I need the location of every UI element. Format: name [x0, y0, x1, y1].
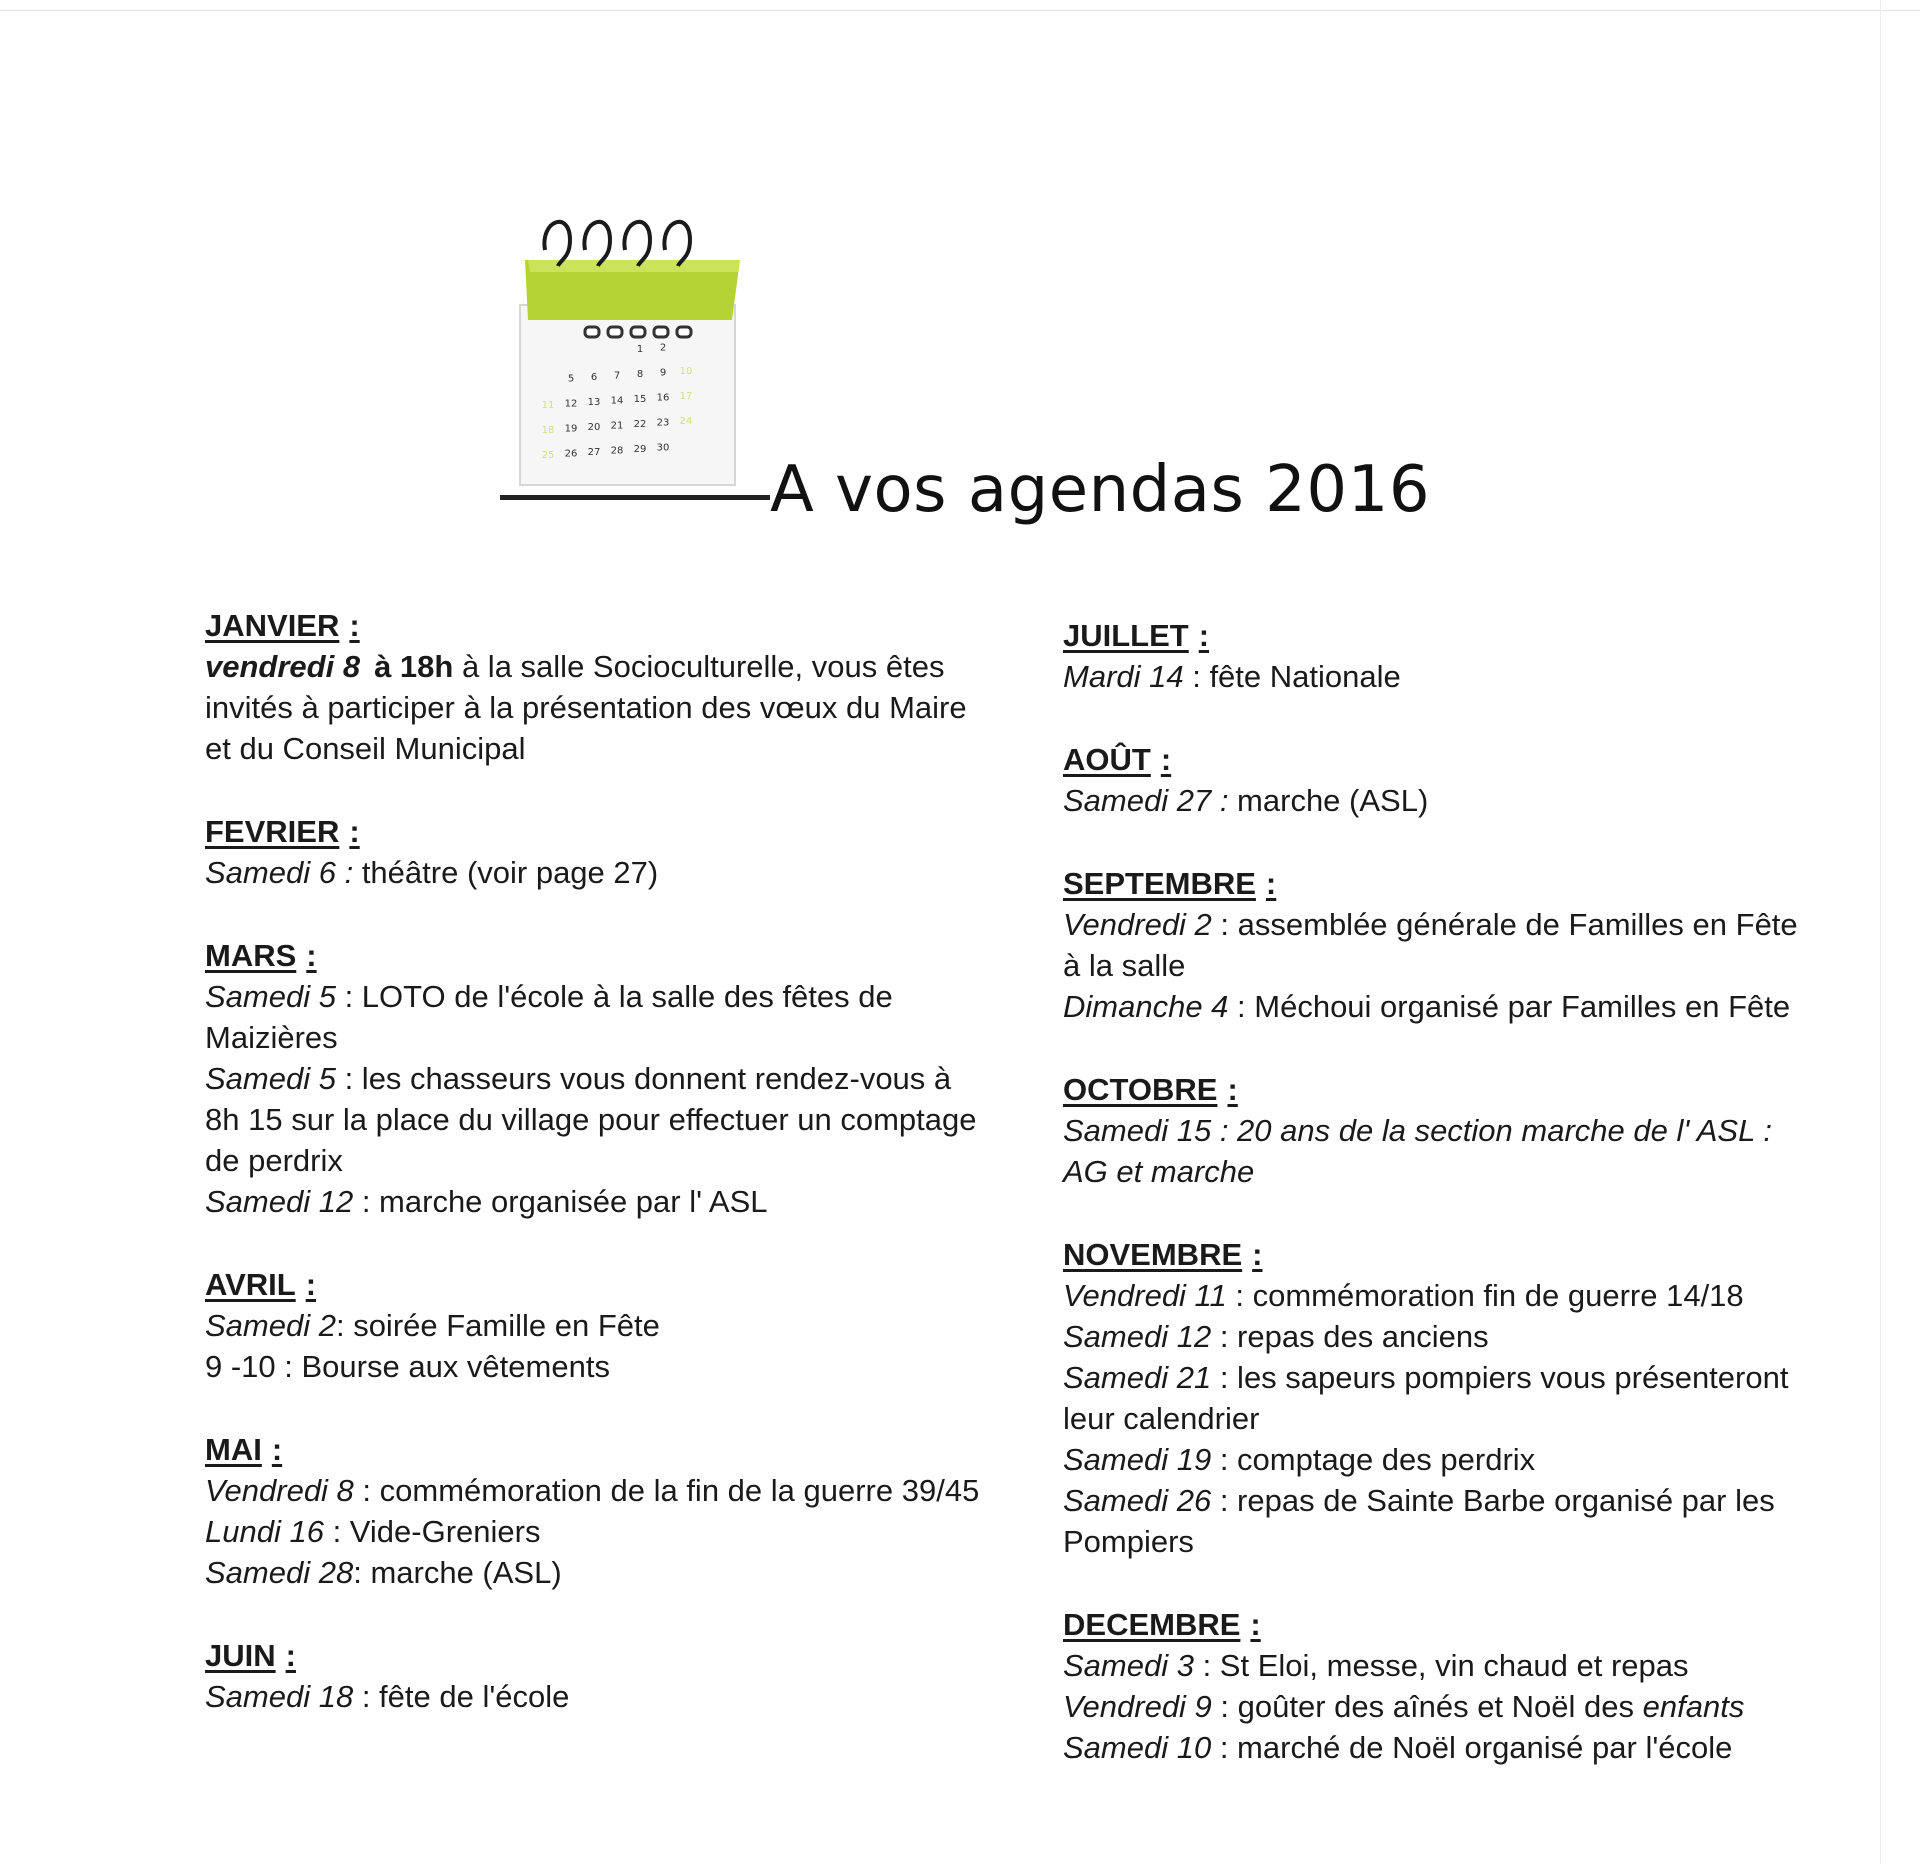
- entry-date: Samedi 5: [205, 1061, 336, 1096]
- agenda-entry: [205, 1305, 985, 1346]
- calendar-day-number: 2: [659, 342, 667, 354]
- entry-text: à la salle Socioculturelle, vous êtes invités à participer à la présentation des vœux du Maire et du Conseil Municipal: [205, 649, 967, 766]
- month-section-juillet: [1063, 615, 1803, 697]
- agenda-entry: [205, 1511, 985, 1552]
- entry-text: : repas des anciens: [1211, 1319, 1489, 1354]
- month-heading: [1063, 739, 1171, 780]
- entry-date: Samedi 21: [1063, 1360, 1212, 1395]
- month-label: AVRIL: [205, 1267, 296, 1302]
- entry-date: Vendredi 11: [1063, 1278, 1227, 1313]
- month-colon: :: [1265, 866, 1277, 901]
- agenda-entry: [205, 646, 985, 769]
- agenda-entry: [1063, 1645, 1803, 1686]
- month-section-août: [1063, 739, 1803, 821]
- page-title: A vos agendas 2016: [770, 453, 1431, 527]
- right-border: [1880, 0, 1881, 1864]
- month-section-fevrier: [205, 811, 985, 893]
- agenda-right-column: [1063, 615, 1803, 1810]
- entry-date: Vendredi 2: [1063, 907, 1212, 942]
- agenda-entry: [1063, 1480, 1803, 1562]
- entry-date: Samedi 12: [205, 1184, 354, 1219]
- entry-date: Dimanche 4: [1063, 989, 1229, 1024]
- month-heading: [205, 935, 317, 976]
- calendar-day-number: 1: [636, 344, 644, 355]
- month-section-avril: [205, 1264, 985, 1387]
- calendar-day-number: 16: [656, 392, 670, 404]
- month-heading: [1063, 1234, 1262, 1275]
- entry-text: : assemblée générale de Familles en Fête à la salle: [1063, 907, 1798, 983]
- entry-date: Vendredi 9: [1063, 1689, 1212, 1724]
- entry-date: vendredi 8: [205, 649, 361, 684]
- entry-text: : comptage des perdrix: [1211, 1442, 1536, 1477]
- calendar-day-number: 28: [610, 445, 624, 457]
- entry-text: : LOTO de l'école à la salle des fêtes de Maizières: [205, 979, 893, 1055]
- entry-date: Vendredi 8: [205, 1473, 354, 1508]
- month-heading: [1063, 615, 1209, 656]
- entry-text: : repas de Sainte Barbe organisé par les Pompiers: [1063, 1483, 1775, 1559]
- calendar-day-number: 15: [633, 394, 647, 405]
- agenda-entry: [1063, 1316, 1803, 1357]
- agenda-entry: [205, 1676, 985, 1717]
- month-label: JANVIER: [205, 608, 340, 643]
- calendar-day-number: 7: [613, 370, 621, 382]
- month-label: JUIN: [205, 1638, 276, 1673]
- month-label: MAI: [205, 1432, 262, 1467]
- agenda-entry: [205, 1470, 985, 1511]
- calendar-day-number: 30: [656, 442, 670, 454]
- entry-date: Samedi 27 :: [1063, 783, 1229, 818]
- calendar-day-number: 9: [659, 367, 667, 379]
- entry-date: Samedi 26: [1063, 1483, 1212, 1518]
- entry-text: théâtre (voir page 27): [353, 855, 659, 890]
- entry-text: : goûter des aînés et Noël des: [1211, 1689, 1643, 1724]
- month-colon: :: [271, 1432, 283, 1467]
- entry-text: : fête Nationale: [1183, 659, 1401, 694]
- agenda-entry: [205, 852, 985, 893]
- calendar-day-number: 6: [590, 372, 598, 383]
- month-section-septembre: [1063, 863, 1803, 1027]
- entry-date: Samedi 28: [205, 1555, 354, 1590]
- entry-text: : Vide-Greniers: [323, 1514, 541, 1549]
- entry-text: : les chasseurs vous donnent rendez-vous à 8h 15 sur la place du village pour effectuer un comptage de perdrix: [205, 1061, 977, 1178]
- calendar-day-number: 12: [564, 398, 578, 410]
- month-section-decembre: [1063, 1604, 1803, 1768]
- month-label: MARS: [205, 938, 297, 973]
- entry-date: Samedi 6 :: [205, 855, 354, 890]
- calendar-day-number: 24: [679, 416, 693, 427]
- agenda-entry: [1063, 1110, 1803, 1192]
- calendar-icon: [500, 200, 770, 510]
- agenda-entry: [1063, 1275, 1803, 1316]
- month-label: OCTOBRE: [1063, 1072, 1218, 1107]
- month-heading: [205, 1635, 296, 1676]
- month-colon: :: [1160, 742, 1172, 777]
- entry-text: : Méchoui organisé par Familles en Fête: [1228, 989, 1791, 1024]
- entry-text: : commémoration de la fin de la guerre 39/45: [353, 1473, 980, 1508]
- agenda-entry: [1063, 1686, 1803, 1727]
- month-section-novembre: [1063, 1234, 1803, 1562]
- entry-time: à 18h: [374, 649, 454, 684]
- entry-text: : marche organisée par l' ASL: [353, 1184, 768, 1219]
- calendar-day-number: 13: [587, 397, 601, 408]
- calendar-day-number: 5: [567, 373, 575, 385]
- entry-date: Samedi 18: [205, 1679, 354, 1714]
- month-colon: :: [306, 938, 317, 973]
- agenda-entry: [205, 1346, 985, 1387]
- calendar-day-number: 10: [679, 366, 693, 377]
- calendar-day-number: 14: [610, 395, 624, 407]
- month-heading: [205, 605, 360, 646]
- entry-text: marche (ASL): [1228, 783, 1429, 818]
- agenda-entry: [1063, 986, 1803, 1027]
- entry-text: 9 -10 : Bourse aux vêtements: [205, 1349, 610, 1384]
- calendar-day-number: 25: [541, 450, 555, 461]
- month-heading: [1063, 1069, 1238, 1110]
- entry-text: : commémoration fin de guerre 14/18: [1226, 1278, 1744, 1313]
- entry-text: : St Eloi, messe, vin chaud et repas: [1193, 1648, 1689, 1683]
- month-colon: :: [349, 814, 360, 849]
- month-heading: [205, 1429, 282, 1470]
- calendar-day-number: 17: [679, 391, 693, 402]
- agenda-entry: [205, 1181, 985, 1222]
- agenda-entry: [1063, 1357, 1803, 1439]
- calendar-day-number: 19: [564, 423, 578, 435]
- month-colon: :: [285, 1638, 296, 1673]
- entry-text: : fête de l'école: [353, 1679, 570, 1714]
- entry-date: Samedi 15 : 20 ans de la section marche de l' ASL : AG et marche: [1063, 1113, 1773, 1189]
- month-colon: :: [1250, 1607, 1261, 1642]
- agenda-entry: [1063, 780, 1803, 821]
- agenda-entry: [205, 1058, 985, 1181]
- agenda-entry: [205, 1552, 985, 1593]
- month-heading: [205, 811, 360, 852]
- entry-text-italic: enfants: [1642, 1689, 1745, 1724]
- entry-date: Lundi 16: [205, 1514, 324, 1549]
- month-section-mars: [205, 935, 985, 1222]
- month-colon: :: [305, 1267, 317, 1302]
- month-section-octobre: [1063, 1069, 1803, 1192]
- month-colon: :: [1198, 618, 1210, 653]
- calendar-day-number: 20: [587, 422, 601, 433]
- calendar-day-number: 22: [633, 419, 647, 430]
- month-colon: :: [349, 608, 360, 643]
- month-section-juin: [205, 1635, 985, 1717]
- calendar-day-number: 27: [587, 447, 601, 458]
- month-label: DECEMBRE: [1063, 1607, 1241, 1642]
- entry-date: Samedi 19: [1063, 1442, 1212, 1477]
- month-heading: [1063, 863, 1276, 904]
- calendar-day-number: 11: [541, 400, 555, 411]
- calendar-day-number: 18: [541, 425, 555, 436]
- calendar-day-number: 29: [633, 444, 647, 455]
- top-border: [0, 10, 1920, 11]
- entry-text: : soirée Famille en Fête: [335, 1308, 660, 1343]
- agenda-left-column: [205, 605, 985, 1759]
- month-colon: :: [1227, 1072, 1238, 1107]
- month-label: NOVEMBRE: [1063, 1237, 1243, 1272]
- agenda-entry: [1063, 1439, 1803, 1480]
- month-label: AOÛT: [1063, 742, 1151, 777]
- entry-date: Samedi 2: [205, 1308, 336, 1343]
- entry-date: Mardi 14: [1063, 659, 1184, 694]
- month-colon: :: [1252, 1237, 1263, 1272]
- month-label: JUILLET: [1063, 618, 1189, 653]
- month-section-mai: [205, 1429, 985, 1593]
- month-label: SEPTEMBRE: [1063, 866, 1256, 901]
- month-heading: [1063, 1604, 1261, 1645]
- agenda-entry: [1063, 656, 1803, 697]
- calendar-day-number: 26: [564, 448, 578, 460]
- entry-text: : les sapeurs pompiers vous présenteront leur calendrier: [1063, 1360, 1789, 1436]
- calendar-day-number: 21: [610, 420, 624, 432]
- month-label: FEVRIER: [205, 814, 340, 849]
- agenda-entry: [205, 976, 985, 1058]
- agenda-entry: [1063, 904, 1803, 986]
- entry-date: Samedi 10: [1063, 1730, 1212, 1765]
- calendar-day-number: 23: [656, 417, 670, 429]
- agenda-entry: [1063, 1727, 1803, 1768]
- month-section-janvier: [205, 605, 985, 769]
- entry-text: : marche (ASL): [353, 1555, 562, 1590]
- month-heading: [205, 1264, 316, 1305]
- entry-date: Samedi 3: [1063, 1648, 1194, 1683]
- entry-date: Samedi 5: [205, 979, 336, 1014]
- entry-date: Samedi 12: [1063, 1319, 1212, 1354]
- calendar-day-number: 8: [636, 369, 644, 380]
- entry-text: : marché de Noël organisé par l'école: [1211, 1730, 1733, 1765]
